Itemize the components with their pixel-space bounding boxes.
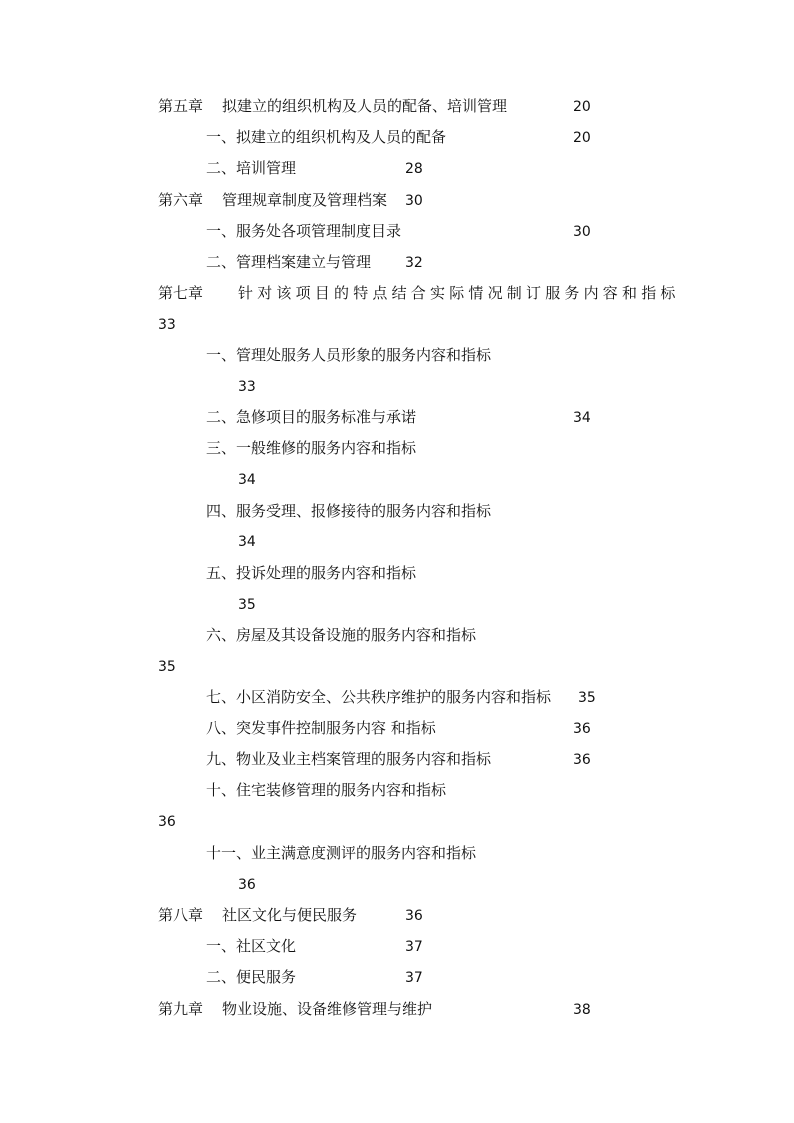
toc-ch7-section-4[interactable]: 四、服务受理、报修接待的服务内容和指标 — [206, 502, 492, 520]
toc-chapter-8-title[interactable]: 社区文化与便民服务 — [222, 906, 358, 924]
toc-ch6-section-2[interactable]: 二、管理档案建立与管理 — [206, 253, 372, 271]
toc-ch7-section-9-page: 36 — [573, 752, 591, 768]
toc-ch5-section-2[interactable]: 二、培训管理 — [206, 159, 297, 177]
toc-chapter-6-label[interactable]: 第六章 — [158, 191, 204, 209]
toc-chapter-5-label[interactable]: 第五章 — [158, 97, 204, 115]
toc-chapter-5-page: 20 — [573, 99, 591, 115]
toc-chapter-7-title[interactable]: 针对该项目的特点结合实际情况制订服务内容和指标 — [238, 284, 680, 302]
toc-ch6-section-1[interactable]: 一、服务处各项管理制度目录 — [206, 222, 402, 240]
toc-ch5-section-1-page: 20 — [573, 130, 591, 146]
toc-ch7-section-5-page: 35 — [238, 597, 256, 613]
toc-chapter-9-label[interactable]: 第九章 — [158, 1000, 204, 1018]
toc-ch8-section-2[interactable]: 二、便民服务 — [206, 968, 297, 986]
toc-chapter-7-label[interactable]: 第七章 — [158, 284, 204, 302]
toc-ch6-section-2-page: 32 — [405, 255, 423, 271]
toc-ch7-section-4-page: 34 — [238, 534, 256, 550]
toc-ch7-section-11[interactable]: 十一、业主满意度测评的服务内容和指标 — [206, 844, 477, 862]
toc-ch7-section-8[interactable]: 八、突发事件控制服务内容 和指标 — [206, 719, 436, 737]
toc-ch7-section-1[interactable]: 一、管理处服务人员形象的服务内容和指标 — [206, 346, 492, 364]
toc-ch7-section-2-page: 34 — [573, 410, 591, 426]
toc-ch7-section-8-page: 36 — [573, 721, 591, 737]
toc-ch7-section-1-page: 33 — [238, 379, 256, 395]
toc-ch5-section-2-page: 28 — [405, 161, 423, 177]
toc-ch7-section-10-page: 36 — [158, 814, 176, 830]
toc-chapter-6-title[interactable]: 管理规章制度及管理档案 — [222, 191, 388, 209]
toc-ch7-section-9[interactable]: 九、物业及业主档案管理的服务内容和指标 — [206, 750, 492, 768]
toc-chapter-8-label[interactable]: 第八章 — [158, 906, 204, 924]
toc-chapter-6-page: 30 — [405, 193, 423, 209]
toc-ch7-section-7[interactable]: 七、小区消防安全、公共秩序维护的服务内容和指标 — [206, 688, 552, 706]
toc-chapter-9-title[interactable]: 物业设施、设备维修管理与维护 — [222, 1000, 433, 1018]
toc-ch6-section-1-page: 30 — [573, 224, 591, 240]
toc-ch8-section-2-page: 37 — [405, 970, 423, 986]
toc-ch7-section-11-page: 36 — [238, 877, 256, 893]
toc-ch7-section-5[interactable]: 五、投诉处理的服务内容和指标 — [206, 564, 417, 582]
toc-ch7-section-6-page: 35 — [158, 659, 176, 675]
toc-chapter-5-title[interactable]: 拟建立的组织机构及人员的配备、培训管理 — [222, 97, 508, 115]
toc-chapter-8-page: 36 — [405, 908, 423, 924]
toc-ch7-section-2[interactable]: 二、急修项目的服务标准与承诺 — [206, 408, 417, 426]
toc-ch7-section-10[interactable]: 十、住宅装修管理的服务内容和指标 — [206, 781, 447, 799]
toc-ch7-section-7-page: 35 — [578, 690, 596, 706]
toc-chapter-9-page: 38 — [573, 1002, 591, 1018]
toc-ch8-section-1-page: 37 — [405, 939, 423, 955]
toc-chapter-7-page: 33 — [158, 317, 176, 333]
toc-ch7-section-6[interactable]: 六、房屋及其设备设施的服务内容和指标 — [206, 626, 477, 644]
toc-ch8-section-1[interactable]: 一、社区文化 — [206, 937, 297, 955]
toc-ch7-section-3-page: 34 — [238, 472, 256, 488]
toc-ch5-section-1[interactable]: 一、拟建立的组织机构及人员的配备 — [206, 128, 447, 146]
toc-ch7-section-3[interactable]: 三、一般维修的服务内容和指标 — [206, 439, 417, 457]
